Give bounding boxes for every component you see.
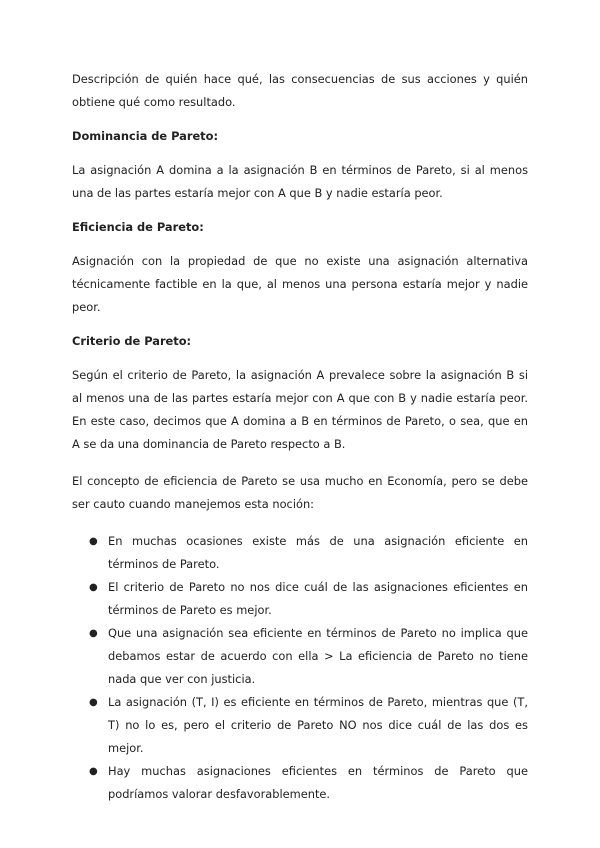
list-item-text: En muchas ocasiones existe más de una asignación eficiente en términos de Pareto.: [108, 534, 528, 571]
bullet-icon: ●: [89, 766, 98, 777]
list-item-text: La asignación (T, I) es eficiente en términos de Pareto, mientras que (T, T) no lo es, pero el criterio de Pareto NO nos dice cuál de las dos es mejor.: [108, 695, 528, 755]
list-item: [72, 760, 528, 806]
paragraph-eficiencia: Asignación con la propiedad de que no existe una asignación alternativa técnicamente factible en la que, al menos una persona estaría mejor y nadie peor.: [72, 254, 528, 314]
intro-paragraph: Descripción de quién hace qué, las consecuencias de sus acciones y quién obtiene qué como resultado.: [72, 72, 528, 109]
paragraph-criterio: Según el criterio de Pareto, la asignación A prevalece sobre la asignación B si al menos una de las partes estaría mejor con A que con B y nadie estaría peor. En este caso, decimos que A domina a B en términos de Pareto, o sea, que en A se da una dominancia de Pareto respecto a B.: [72, 368, 528, 451]
heading-eficiencia: Eficiencia de Pareto:: [72, 220, 204, 234]
bullet-icon: ●: [89, 697, 98, 708]
heading-criterio: Criterio de Pareto:: [72, 334, 192, 348]
heading-dominancia: Dominancia de Pareto:: [72, 129, 219, 143]
list-item: [72, 576, 528, 622]
list-item: [72, 622, 528, 691]
bullet-list: [72, 530, 528, 806]
bullet-icon: ●: [89, 582, 98, 593]
list-item: [72, 691, 528, 760]
document-page: [72, 68, 528, 806]
list-item-text: Hay muchas asignaciones eficientes en términos de Pareto que podríamos valorar desfavorablemente.: [108, 764, 528, 801]
paragraph-concepto: El concepto de eficiencia de Pareto se usa mucho en Economía, pero se debe ser cauto cuando manejemos esta noción:: [72, 474, 528, 511]
bullet-icon: ●: [89, 628, 98, 639]
bullet-icon: ●: [89, 536, 98, 547]
list-item-text: El criterio de Pareto no nos dice cuál de las asignaciones eficientes en términos de Pareto es mejor.: [108, 580, 528, 617]
list-item-text: Que una asignación sea eficiente en términos de Pareto no implica que debamos estar de acuerdo con ella > La eficiencia de Pareto no tiene nada que ver con justicia.: [108, 626, 528, 686]
paragraph-dominancia: La asignación A domina a la asignación B en términos de Pareto, si al menos una de las partes estaría mejor con A que B y nadie estaría peor.: [72, 163, 528, 200]
list-item: [72, 530, 528, 576]
